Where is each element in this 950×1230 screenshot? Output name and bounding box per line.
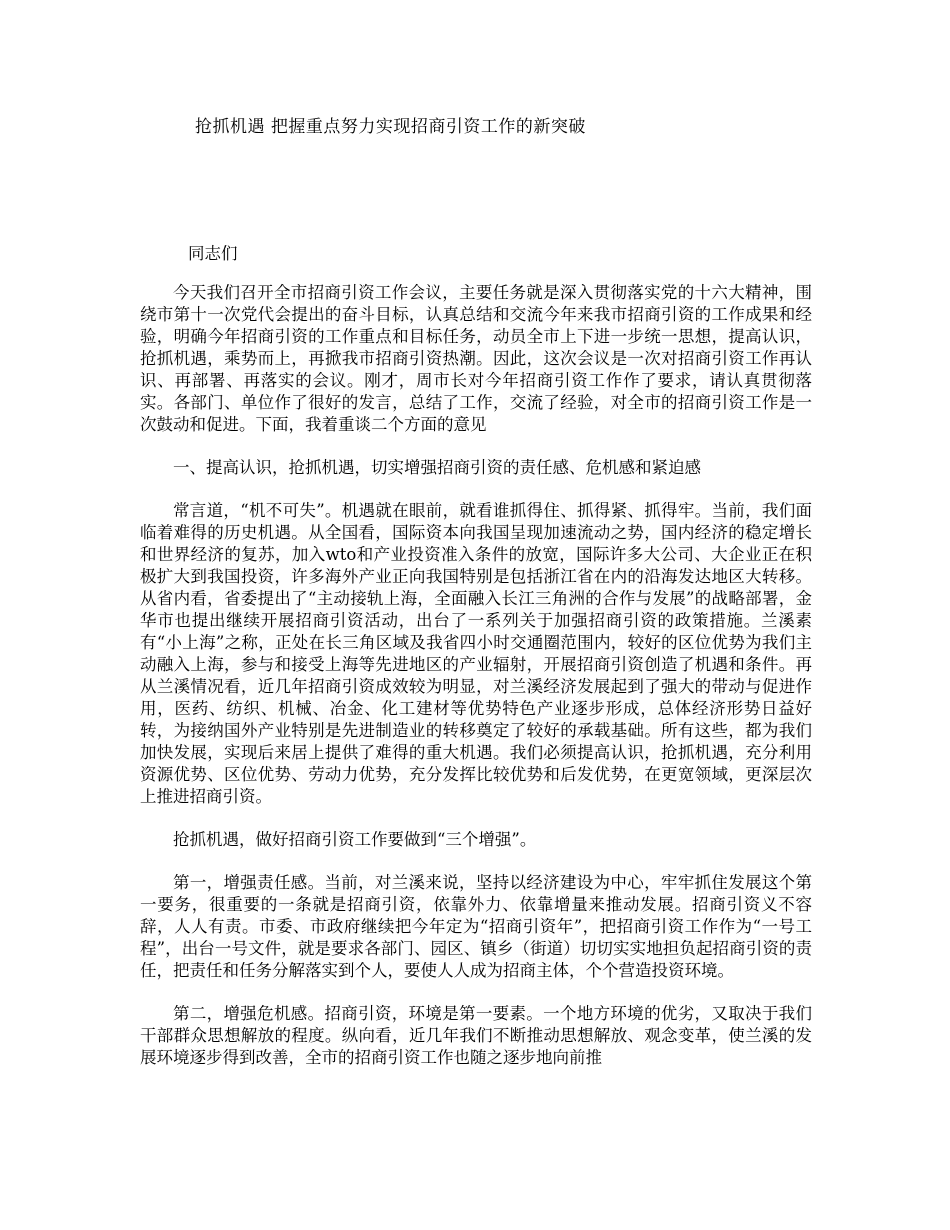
paragraph-crisis: 第二，增强危机感。招商引资，环境是第一要素。一个地方环境的优劣，又取决于我们干部群众思想解放的程度。纵向看，近几年我们不断推动思想解放、观念变革，使兰溪的发展环境逐步得到改善，全市的招商引资工作也随之逐步地向前推 bbox=[140, 1004, 812, 1067]
section-heading-1: 一、提高认识，抢抓机遇，切实增强招商引资的责任感、危机感和紧迫感 bbox=[173, 458, 701, 477]
paragraph-opportunity: 常言道，“机不可失”。机遇就在眼前，就看谁抓得住、抓得紧、抓得牢。当前，我们面临着难得的历史机遇。从全国看，国际资本向我国呈现加速流动之势，国内经济的稳定增长和世界经济的复苏，加入wto和产业投资准入条件的放宽，国际许多大公司、大企业正在积极扩大到我国投资，许多海外产业正向我国特别是包括浙江省在内的沿海发达地区大转移。从省内看，省委提出了“主动接轨上海，全面融入长江三角洲的合作与发展”的战略部署，金华市也提出继续开展招商引资活动，出台了一系列关于加强招商引资的政策措施。兰溪素有“小上海”之称，正处在长三角区域及我省四小时交通圈范围内，较好的区位优势为我们主动融入上海，参与和接受上海等先进地区的产业辐射，开展招商引资创造了机遇和条件。再从兰溪情况看，近几年招商引资成效较为明显，对兰溪经济发展起到了强大的带动与促进作用，医药、纺织、机械、冶金、化工建材等优势特色产业逐步形成，总体经济形势日益好转，为接纳国外产业特别是先进制造业的转移奠定了较好的承载基础。所有这些，都为我们加快发展，实现后来居上提供了难得的重大机遇。我们必须提高认识，抢抓机遇，充分利用资源优势、区位优势、劳动力优势，充分发挥比较优势和后发优势，在更宽领域，更深层次上推进招商引资。 bbox=[140, 501, 812, 806]
salutation: 同志们 bbox=[188, 244, 238, 263]
document-title: 抢抓机遇 把握重点努力实现招商引资工作的新突破 bbox=[195, 117, 586, 137]
paragraph-intro: 今天我们召开全市招商引资工作会议，主要任务就是深入贯彻落实党的十六大精神，围绕市第十一次党代会提出的奋斗目标，认真总结和交流今年来我市招商引资的工作成果和经验，明确今年招商引资的工作重点和目标任务，动员全市上下进一步统一思想，提高认识，抢抓机遇，乘势而上，再掀我市招商引资热潮。因此，这次会议是一次对招商引资工作再认识、再部署、再落实的会议。刚才，周市长对今年招商引资工作作了要求，请认真贯彻落实。各部门、单位作了很好的发言，总结了工作，交流了经验，对全市的招商引资工作是一次鼓动和促进。下面，我着重谈二个方面的意见 bbox=[140, 283, 812, 434]
paragraph-responsibility: 第一，增强责任感。当前，对兰溪来说，坚持以经济建设为中心，牢牢抓住发展这个第一要务，很重要的一条就是招商引资，依靠外力、依靠增量来推动发展。招商引资义不容辞，人人有责。市委、市政府继续把今年定为“招商引资年”，把招商引资工作作为“一号工程”，出台一号文件，就是要求各部门、园区、镇乡（街道）切切实实地担负起招商引资的责任，把责任和任务分解落实到个人，要使人人成为招商主体，个个营造投资环境。 bbox=[140, 873, 812, 980]
paragraph-three-strengthenings: 抢抓机遇，做好招商引资工作要做到“三个增强”。 bbox=[173, 830, 537, 849]
document-body bbox=[140, 282, 812, 1090]
